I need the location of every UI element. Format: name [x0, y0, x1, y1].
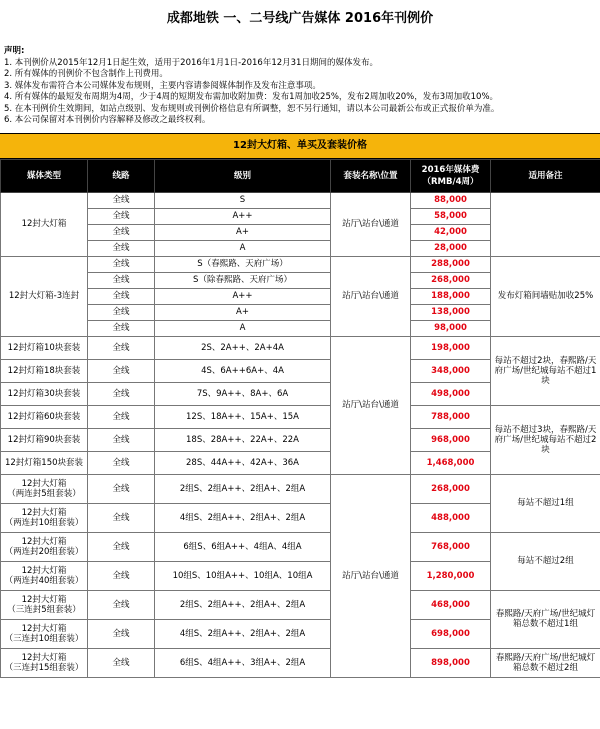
- level-cell: 4S、6A++6A+、4A: [155, 359, 331, 382]
- media-type-line1: 12封大灯箱: [21, 478, 67, 489]
- line-cell: 全线: [88, 503, 155, 532]
- media-type-cell: [1, 648, 88, 677]
- price-cell: 288,000: [411, 256, 491, 272]
- media-type-line1: 12封大灯箱: [21, 507, 67, 518]
- line-cell: 全线: [88, 405, 155, 428]
- media-type-cell: 12封灯箱10块套装: [1, 336, 88, 359]
- level-cell: 2S、2A++、2A+4A: [155, 336, 331, 359]
- header-media-type: 媒体类型: [1, 159, 88, 192]
- media-type-cell: 12封灯箱60块套装: [1, 405, 88, 428]
- header-remarks: 适用备注: [491, 159, 600, 192]
- line-cell: 全线: [88, 272, 155, 288]
- level-cell: 7S、9A++、8A+、6A: [155, 382, 331, 405]
- level-cell: A: [155, 240, 331, 256]
- price-cell: 98,000: [411, 320, 491, 336]
- level-cell: A: [155, 320, 331, 336]
- level-cell: A+: [155, 304, 331, 320]
- remark-cell: 春熙路/天府广场/世纪城灯箱总数不超过1组: [491, 590, 600, 648]
- table-row: [1, 474, 600, 503]
- table-row: [1, 532, 600, 561]
- header-fee-year: 2016年媒体费: [421, 164, 480, 175]
- table-row: [1, 405, 600, 428]
- price-cell: 768,000: [411, 532, 491, 561]
- media-type-cell: [1, 503, 88, 532]
- location-cell: 站厅\站台\通道: [331, 256, 411, 336]
- price-cell: 468,000: [411, 590, 491, 619]
- notes-heading: 声明:: [4, 46, 25, 56]
- media-type-line1: 12封大灯箱: [21, 565, 67, 576]
- location-cell: 站厅\站台\通道: [331, 336, 411, 474]
- price-cell: 42,000: [411, 224, 491, 240]
- header-level: 级别: [155, 159, 331, 192]
- level-cell: 10组S、10组A++、10组A、10组A: [155, 561, 331, 590]
- media-type-line2: （三连封5组套装）: [7, 604, 81, 615]
- price-cell: 698,000: [411, 619, 491, 648]
- note-item: 1. 本刊例价从2015年12月1日起生效，适用于2016年1月1日-2016年12月31日期间的媒体发布。: [4, 57, 378, 68]
- line-cell: 全线: [88, 208, 155, 224]
- note-item: 4. 所有媒体的最短发布周期为4周，少于4周的短期发布需加收附加费：发布1周加收25%，发布2周加收20%，发布3周加收10%。: [4, 92, 499, 102]
- media-type-line2: （两连封20组套装）: [4, 546, 84, 557]
- media-type-line1: 12封大灯箱: [21, 652, 67, 663]
- note-item: 2. 所有媒体的刊例价不包含制作上刊费用。: [4, 69, 168, 79]
- remark-cell: 发布灯箱间墙贴加收25%: [491, 256, 600, 336]
- line-cell: 全线: [88, 619, 155, 648]
- media-type-cell: [1, 619, 88, 648]
- table-row: [1, 648, 600, 677]
- price-cell: 198,000: [411, 336, 491, 359]
- price-cell: 788,000: [411, 405, 491, 428]
- table-row: [1, 336, 600, 359]
- table-header-row: [1, 159, 600, 192]
- price-cell: 1,468,000: [411, 451, 491, 474]
- page-title: 成都地铁 一、二号线广告媒体 2016年刊例价: [166, 11, 434, 26]
- line-cell: 全线: [88, 288, 155, 304]
- media-type-line2: （三连封15组套装）: [4, 662, 84, 673]
- notes-section: [0, 38, 600, 127]
- remark-cell: 每站不超过2块，春熙路/天府广场/世纪城每站不超过1块: [491, 336, 600, 405]
- level-cell: A+: [155, 224, 331, 240]
- remark-cell: 每站不超过2组: [491, 532, 600, 590]
- level-cell: S（除春熙路、天府广场）: [155, 272, 331, 288]
- remark-cell: 每站不超过1组: [491, 474, 600, 532]
- price-cell: 268,000: [411, 474, 491, 503]
- line-cell: 全线: [88, 320, 155, 336]
- price-cell: 28,000: [411, 240, 491, 256]
- table-row: [1, 590, 600, 619]
- level-cell: 2组S、2组A++、2组A+、2组A: [155, 590, 331, 619]
- media-type-cell: 12封灯箱18块套装: [1, 359, 88, 382]
- line-cell: 全线: [88, 561, 155, 590]
- media-type-line2: （两连封5组套装）: [7, 488, 81, 499]
- header-fee-unit: （RMB/4周）: [422, 176, 479, 187]
- section-banner: 12封大灯箱、单买及套装价格: [0, 133, 600, 159]
- level-cell: 2组S、2组A++、2组A+、2组A: [155, 474, 331, 503]
- line-cell: 全线: [88, 359, 155, 382]
- media-type-cell: 12封大灯箱: [1, 192, 88, 256]
- price-cell: 968,000: [411, 428, 491, 451]
- note-item: 5. 在本刊例价生效期间，如站点级别、发布规则或刊例价格信息有所调整，恕不另行通知，请以本公司最新公布或正式报价单为准。: [4, 103, 500, 114]
- level-cell: 18S、28A++、22A+、22A: [155, 428, 331, 451]
- media-type-cell: 12封灯箱30块套装: [1, 382, 88, 405]
- media-type-line1: 12封大灯箱: [21, 623, 67, 634]
- level-cell: 12S、18A++、15A+、15A: [155, 405, 331, 428]
- header-line: 线路: [88, 159, 155, 192]
- level-cell: S: [155, 192, 331, 208]
- price-cell: 58,000: [411, 208, 491, 224]
- line-cell: 全线: [88, 304, 155, 320]
- line-cell: 全线: [88, 451, 155, 474]
- price-cell: 488,000: [411, 503, 491, 532]
- price-cell: 348,000: [411, 359, 491, 382]
- media-type-line1: 12封大灯箱: [21, 594, 67, 605]
- header-package: 套装名称\位置: [331, 159, 411, 192]
- media-type-cell: 12封大灯箱-3连封: [1, 256, 88, 336]
- level-cell: S（春熙路、天府广场）: [155, 256, 331, 272]
- line-cell: 全线: [88, 648, 155, 677]
- media-type-line1: 12封大灯箱: [21, 536, 67, 547]
- price-cell: 1,280,000: [411, 561, 491, 590]
- media-type-cell: [1, 474, 88, 503]
- media-type-line2: （两连封40组套装）: [4, 575, 84, 586]
- note-item: 3. 媒体发布需符合本公司媒体发布规则，主要内容请参阅媒体制作及发布注意事项。: [4, 80, 321, 91]
- remark-cell: [491, 192, 600, 256]
- line-cell: 全线: [88, 336, 155, 359]
- media-type-cell: [1, 532, 88, 561]
- location-cell: 站厅\站台\通道: [331, 192, 411, 256]
- media-type-cell: [1, 590, 88, 619]
- remark-cell: 春熙路/天府广场/世纪城灯箱总数不超过2组: [491, 648, 600, 677]
- price-cell: 138,000: [411, 304, 491, 320]
- media-type-line2: （三连封10组套装）: [4, 633, 84, 644]
- price-cell: 268,000: [411, 272, 491, 288]
- remark-cell: 每站不超过3块，春熙路/天府广场/世纪城每站不超过2块: [491, 405, 600, 474]
- table-row: [1, 192, 600, 208]
- price-cell: 88,000: [411, 192, 491, 208]
- line-cell: 全线: [88, 224, 155, 240]
- level-cell: 6组S、6组A++、4组A、4组A: [155, 532, 331, 561]
- table-row: [1, 256, 600, 272]
- line-cell: 全线: [88, 474, 155, 503]
- level-cell: 6组S、4组A++、3组A+、2组A: [155, 648, 331, 677]
- line-cell: 全线: [88, 428, 155, 451]
- media-type-line2: （两连封10组套装）: [4, 517, 84, 528]
- line-cell: 全线: [88, 382, 155, 405]
- price-cell: 898,000: [411, 648, 491, 677]
- line-cell: 全线: [88, 240, 155, 256]
- level-cell: 28S、44A++、42A+、36A: [155, 451, 331, 474]
- header-fee: [411, 159, 491, 192]
- price-cell: 498,000: [411, 382, 491, 405]
- level-cell: A++: [155, 288, 331, 304]
- media-type-cell: 12封灯箱150块套装: [1, 451, 88, 474]
- level-cell: 4组S、2组A++、2组A+、2组A: [155, 503, 331, 532]
- media-type-cell: 12封灯箱90块套装: [1, 428, 88, 451]
- line-cell: 全线: [88, 256, 155, 272]
- location-cell: 站厅\站台\通道: [331, 474, 411, 677]
- note-item: 6. 本公司保留对本刊例价内容解释及修改之最终权利。: [4, 115, 211, 125]
- level-cell: 4组S、2组A++、2组A+、2组A: [155, 619, 331, 648]
- media-type-cell: [1, 561, 88, 590]
- line-cell: 全线: [88, 192, 155, 208]
- price-cell: 188,000: [411, 288, 491, 304]
- line-cell: 全线: [88, 590, 155, 619]
- line-cell: 全线: [88, 532, 155, 561]
- price-table: [0, 159, 600, 678]
- level-cell: A++: [155, 208, 331, 224]
